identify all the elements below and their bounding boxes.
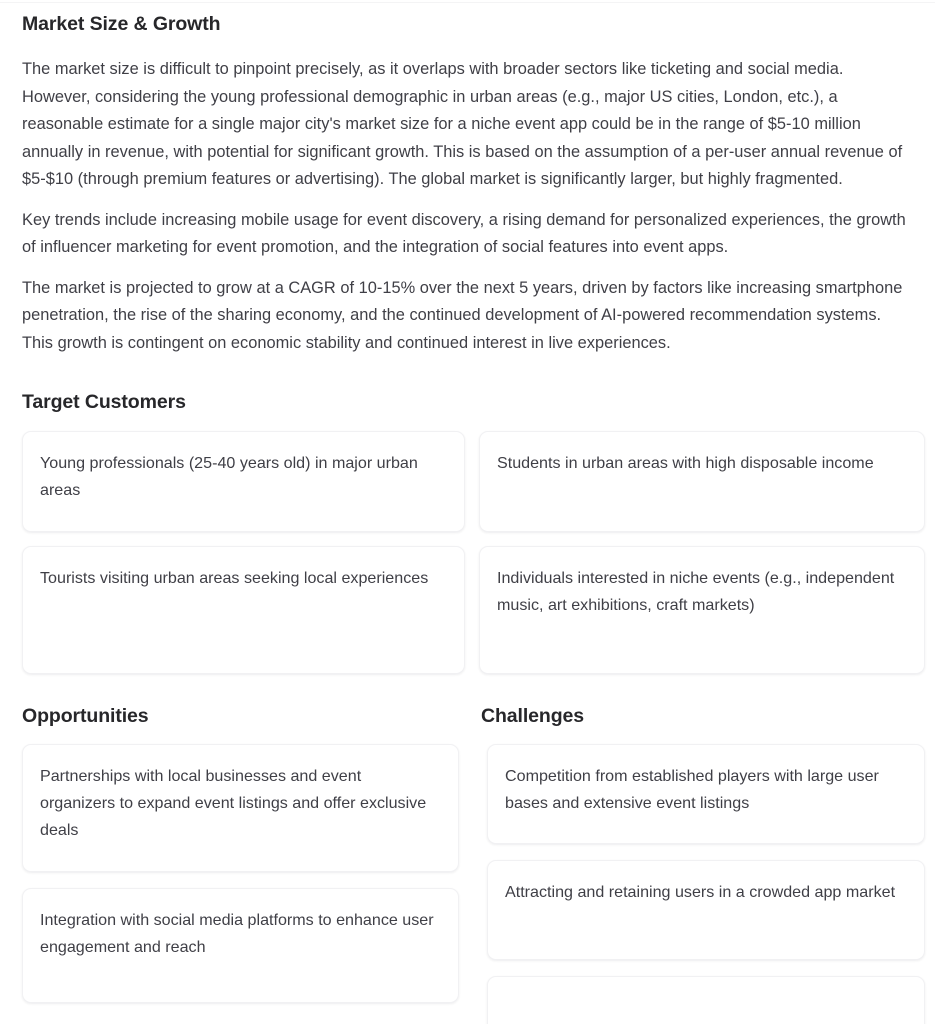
opportunities-challenges-headings: [22, 704, 913, 728]
paragraph: Key trends include increasing mobile usage for event discovery, a rising demand for personalized experiences, the growth of influencer marketing for event promotion, and the integration of social features into event apps.: [22, 210, 906, 257]
section-heading-target-customers: Target Customers: [22, 391, 186, 414]
challenges-column: [487, 744, 925, 1024]
target-customers-grid: [22, 431, 913, 674]
target-customer-card[interactable]: Individuals interested in niche events (e.g., independent music, art exhibitions, craft markets): [479, 546, 925, 674]
opportunity-card[interactable]: Integration with social media platforms to enhance user engagement and reach: [22, 888, 459, 1003]
section-heading-opportunities: Opportunities: [22, 704, 149, 727]
section-heading-market-size: Market Size & Growth: [22, 13, 221, 35]
paragraph: The market size is difficult to pinpoint precisely, as it overlaps with broader sectors like ticketing and social media. However, considering the young professional demographic in urban areas (e.g., major US cities, London, etc.), a reasonable estimate for a single major city's market size for a niche event app could be in the range of $5-10 million annually in revenue, with potential for significant growth. This is based on the assumption of a per-user annual revenue of $5-$10 (through premium features or advertising). The global market is significantly larger, but highly fragmented.: [22, 60, 903, 189]
challenge-card[interactable]: Attracting and retaining users in a crowded app market: [487, 860, 925, 960]
opportunities-column: [22, 744, 459, 1019]
target-customer-card[interactable]: Students in urban areas with high disposable income: [479, 431, 925, 532]
section-heading-challenges: Challenges: [481, 704, 585, 727]
challenge-card-partial[interactable]: [487, 976, 925, 1024]
target-customer-card[interactable]: Young professionals (25-40 years old) in major urban areas: [22, 431, 465, 532]
top-divider: [0, 2, 935, 3]
challenge-card[interactable]: Competition from established players with large user bases and extensive event listings: [487, 744, 925, 844]
target-customer-card[interactable]: Tourists visiting urban areas seeking local experiences: [22, 546, 465, 674]
opportunities-challenges-grid: [22, 744, 913, 1024]
opportunity-card[interactable]: Partnerships with local businesses and event organizers to expand event listings and offer exclusive deals: [22, 744, 459, 872]
market-size-body: [22, 56, 913, 357]
paragraph: The market is projected to grow at a CAGR of 10-15% over the next 5 years, driven by factors like increasing smartphone penetration, the rise of the sharing economy, and the continued development of AI-powered recommendation systems. This growth is contingent on economic stability and continued interest in live experiences.: [22, 278, 903, 352]
